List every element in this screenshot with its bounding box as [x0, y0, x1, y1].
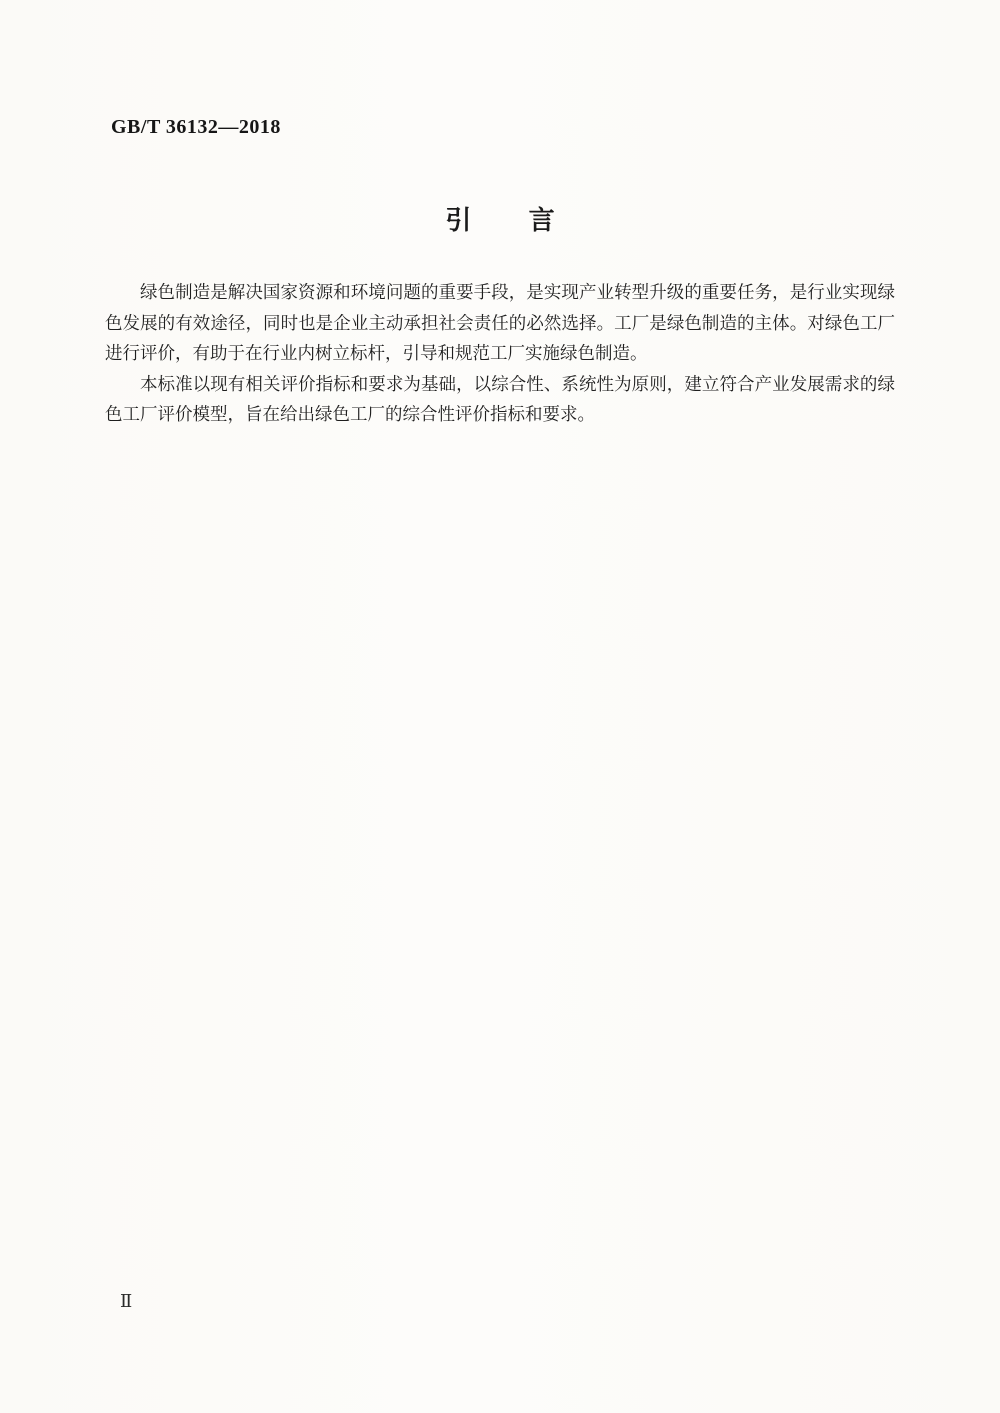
page-number: Ⅱ — [120, 1291, 133, 1311]
intro-paragraph-1: 绿色制造是解决国家资源和环境问题的重要手段，是实现产业转型升级的重要任务，是行业实现绿色发展的有效途径，同时也是企业主动承担社会责任的必然选择。工厂是绿色制造的主体。对绿色工厂进行评价，有助于在行业内树立标杆，引导和规范工厂实施绿色制造。 — [105, 282, 895, 363]
intro-paragraph-2: 本标准以现有相关评价指标和要求为基础，以综合性、系统性为原则，建立符合产业发展需求的绿色工厂评价模型，旨在给出绿色工厂的综合性评价指标和要求。 — [105, 373, 895, 424]
introduction-body — [105, 277, 895, 430]
page-title: 引言 — [445, 206, 612, 236]
standard-number: GB/T 36132—2018 — [111, 116, 281, 138]
